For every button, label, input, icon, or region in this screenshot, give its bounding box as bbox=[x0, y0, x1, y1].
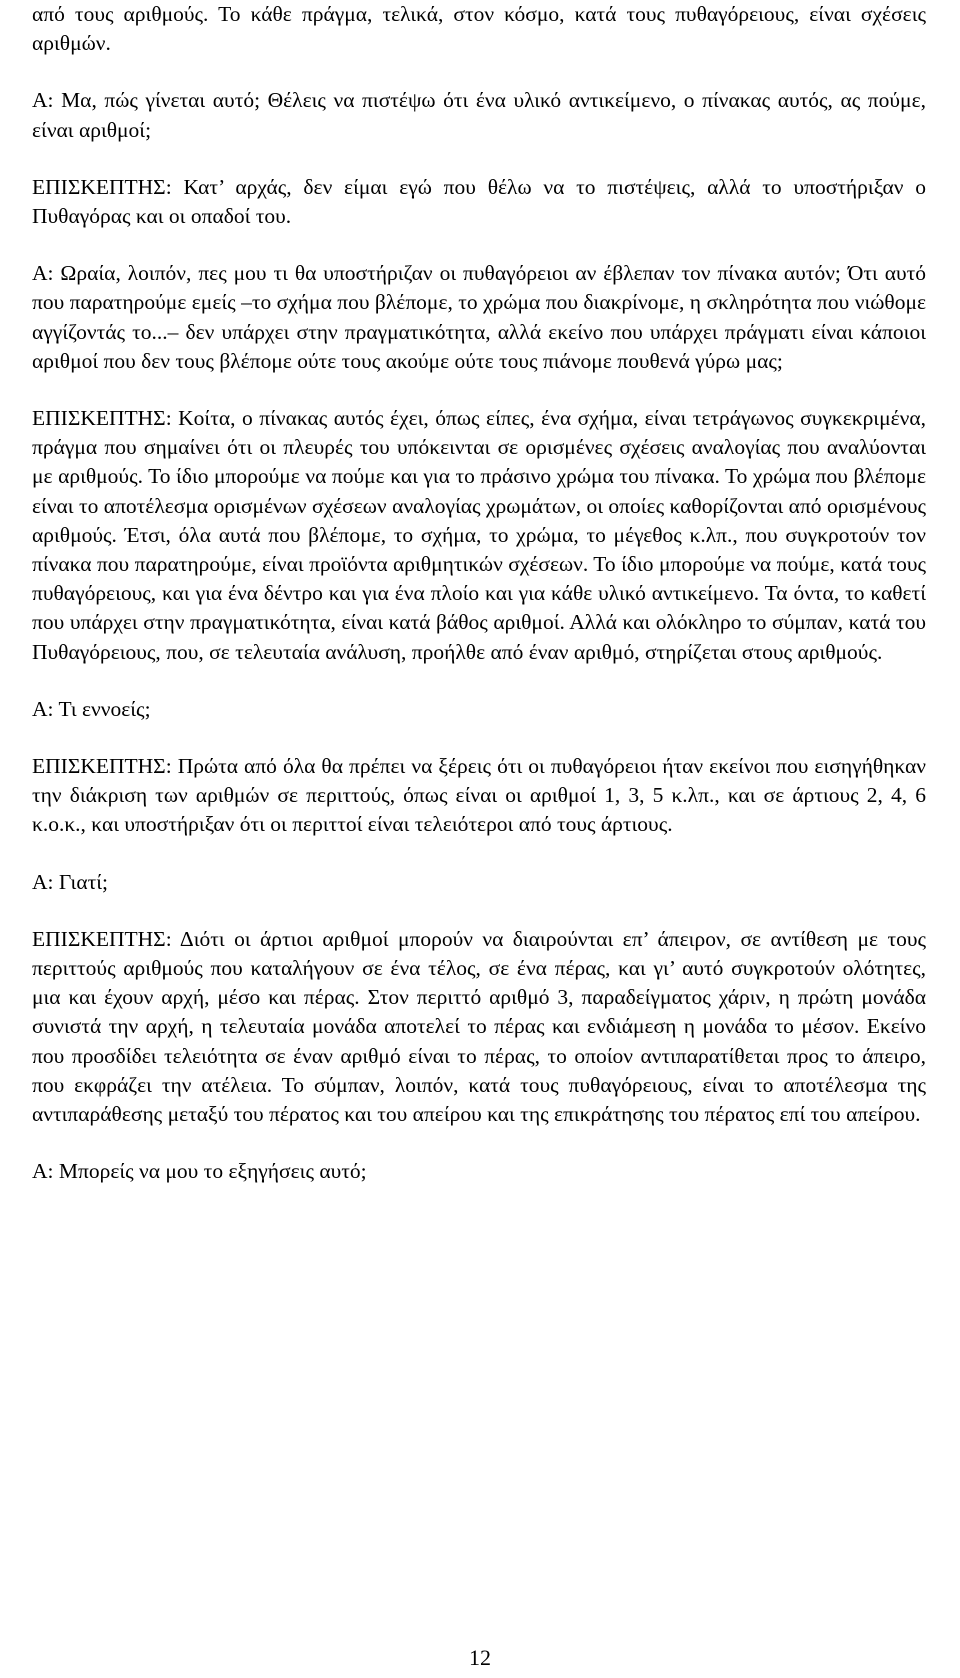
paragraph-gap bbox=[32, 897, 926, 925]
paragraph-a-question-4: Α: Γιατί; bbox=[32, 869, 108, 894]
paragraph-gap bbox=[32, 376, 926, 404]
document-page bbox=[32, 0, 926, 1187]
paragraph-visitor-3: ΕΠΙΣΚΕΠΤΗΣ: Πρώτα από όλα θα πρέπει να ξέρεις ότι οι πυθαγόρειοι ήταν εκείνοι που εισηγήθηκαν την διάκριση των αριθμών σε περιττούς, όπως είναι οι αριθμοί 1, 3, 5 κ.λπ., και σε άρτιους 2, 4, 6 κ.ο.κ., και υποστήριξαν ότι οι περιττοί είναι τελειότεροι από τους άρτιους. bbox=[32, 754, 926, 837]
paragraph-a-question-3: Α: Τι εννοείς; bbox=[32, 696, 151, 721]
paragraph-visitor-4: ΕΠΙΣΚΕΠΤΗΣ: Διότι οι άρτιοι αριθμοί μπορούν να διαιρούνται επ’ άπειρον, σε αντίθεση με τους περιττούς αριθμούς που καταλήγουν σε ένα τέλος, σε ένα πέρας, και γι’ αυτό συγκροτούν ολότητες, μια και έχουν αρχή, μέσο και πέρας. Στον περιττό αριθμό 3, παραδείγματος χάριν, η πρώτη μονάδα συνιστά την αρχή, η τελευταία μονάδα αποτελεί το πέρας και ενδιάμεση η μονάδα το μέσον. Εκείνο που προσδίδει τελειότητα σε έναν αριθμό είναι το πέρας, το οποίον αντιπαρατίθεται προς το άπειρο, που εκφράζει την ατέλεια. Το σύμπαν, λοιπόν, κατά τους πυθαγόρειους, είναι το αποτέλεσμα της αντιπαράθεσης μεταξύ του πέρατος και του απείρου και της επικράτησης του πέρατος επί του απείρου. bbox=[32, 926, 926, 1127]
paragraph-gap bbox=[32, 145, 926, 173]
paragraph-visitor-1: ΕΠΙΣΚΕΠΤΗΣ: Κατ’ αρχάς, δεν είμαι εγώ που θέλω να το πιστέψεις, αλλά το υποστήριξαν ο Πυθαγόρας και οι οπαδοί του. bbox=[32, 174, 926, 229]
paragraph-visitor-2: ΕΠΙΣΚΕΠΤΗΣ: Κοίτα, ο πίνακας αυτός έχει, όπως είπες, ένα σχήμα, είναι τετράγωνος συγκεκριμένα, πράγμα που σημαίνει ότι οι πλευρές του υπόκεινται σε ορισμένες σχέσεις αναλογίας που αναλύονται με αριθμούς. Το ίδιο μπορούμε να πούμε και για το πράσινο χρώμα του πίνακα. Το χρώμα που βλέπομε είναι το αποτέλεσμα ορισμένων σχέσεων αναλογίας χρωμάτων, οι οποίες καθορίζονται από ορισμένους αριθμούς. Έτσι, όλα αυτά που βλέπομε, το σχήμα, το χρώμα, το μέγεθος κ.λπ., που συγκροτούν τον πίνακα που παρατηρούμε, είναι προϊόντα αριθμητικών σχέσεων. Το ίδιο μπορούμε να πούμε, κατά τους πυθαγόρειους, και για ένα δέντρο και για ένα πλοίο και για κάθε υλικό αντικείμενο. Τα όντα, το καθετί που υπάρχει στην πραγματικότητα, είναι κατά βάθος αριθμοί. Αλλά και ολόκληρο το σύμπαν, κατά του Πυθαγόρειους, που, σε τελευταία ανάλυση, προήλθε από έναν αριθμό, στηρίζεται στους αριθμούς. bbox=[32, 406, 926, 664]
paragraph-gap bbox=[32, 58, 926, 86]
paragraph-a-question-2: Α: Ωραία, λοιπόν, πες μου τι θα υποστήριζαν οι πυθαγόρειοι αν έβλεπαν τον πίνακα αυτόν; Ότι αυτό που παρατηρούμε εμείς –το σχήμα που βλέπομε, το χρώμα που διακρίνομε, η σκληρότητα που νιώθομε αγγίζοντάς το...– δεν υπάρχει στην πραγματικότητα, αλλά εκείνο που υπάρχει πράγματι είναι κάποιοι αριθμοί που δεν τους βλέπομε ούτε τους ακούμε ούτε τους πιάνομε πουθενά γύρω μας; bbox=[32, 261, 926, 373]
paragraph-a-question-5: Α: Μπορείς να μου το εξηγήσεις αυτό; bbox=[32, 1159, 367, 1184]
page-number: 12 bbox=[469, 1645, 491, 1670]
paragraph-gap bbox=[32, 667, 926, 695]
paragraph-intro-end: από τους αριθμούς. Το κάθε πράγμα, τελικά, στον κόσμο, κατά τους πυθαγόρειους, είναι σχέσεις αριθμών. bbox=[32, 2, 926, 56]
paragraph-a-question-1: Α: Μα, πώς γίνεται αυτό; Θέλεις να πιστέψω ότι ένα υλικό αντικείμενο, ο πίνακας αυτός, ας πούμε, είναι αριθμοί; bbox=[32, 88, 926, 142]
paragraph-gap bbox=[32, 231, 926, 259]
paragraph-gap bbox=[32, 1129, 926, 1157]
paragraph-gap bbox=[32, 840, 926, 868]
paragraph-gap bbox=[32, 724, 926, 752]
